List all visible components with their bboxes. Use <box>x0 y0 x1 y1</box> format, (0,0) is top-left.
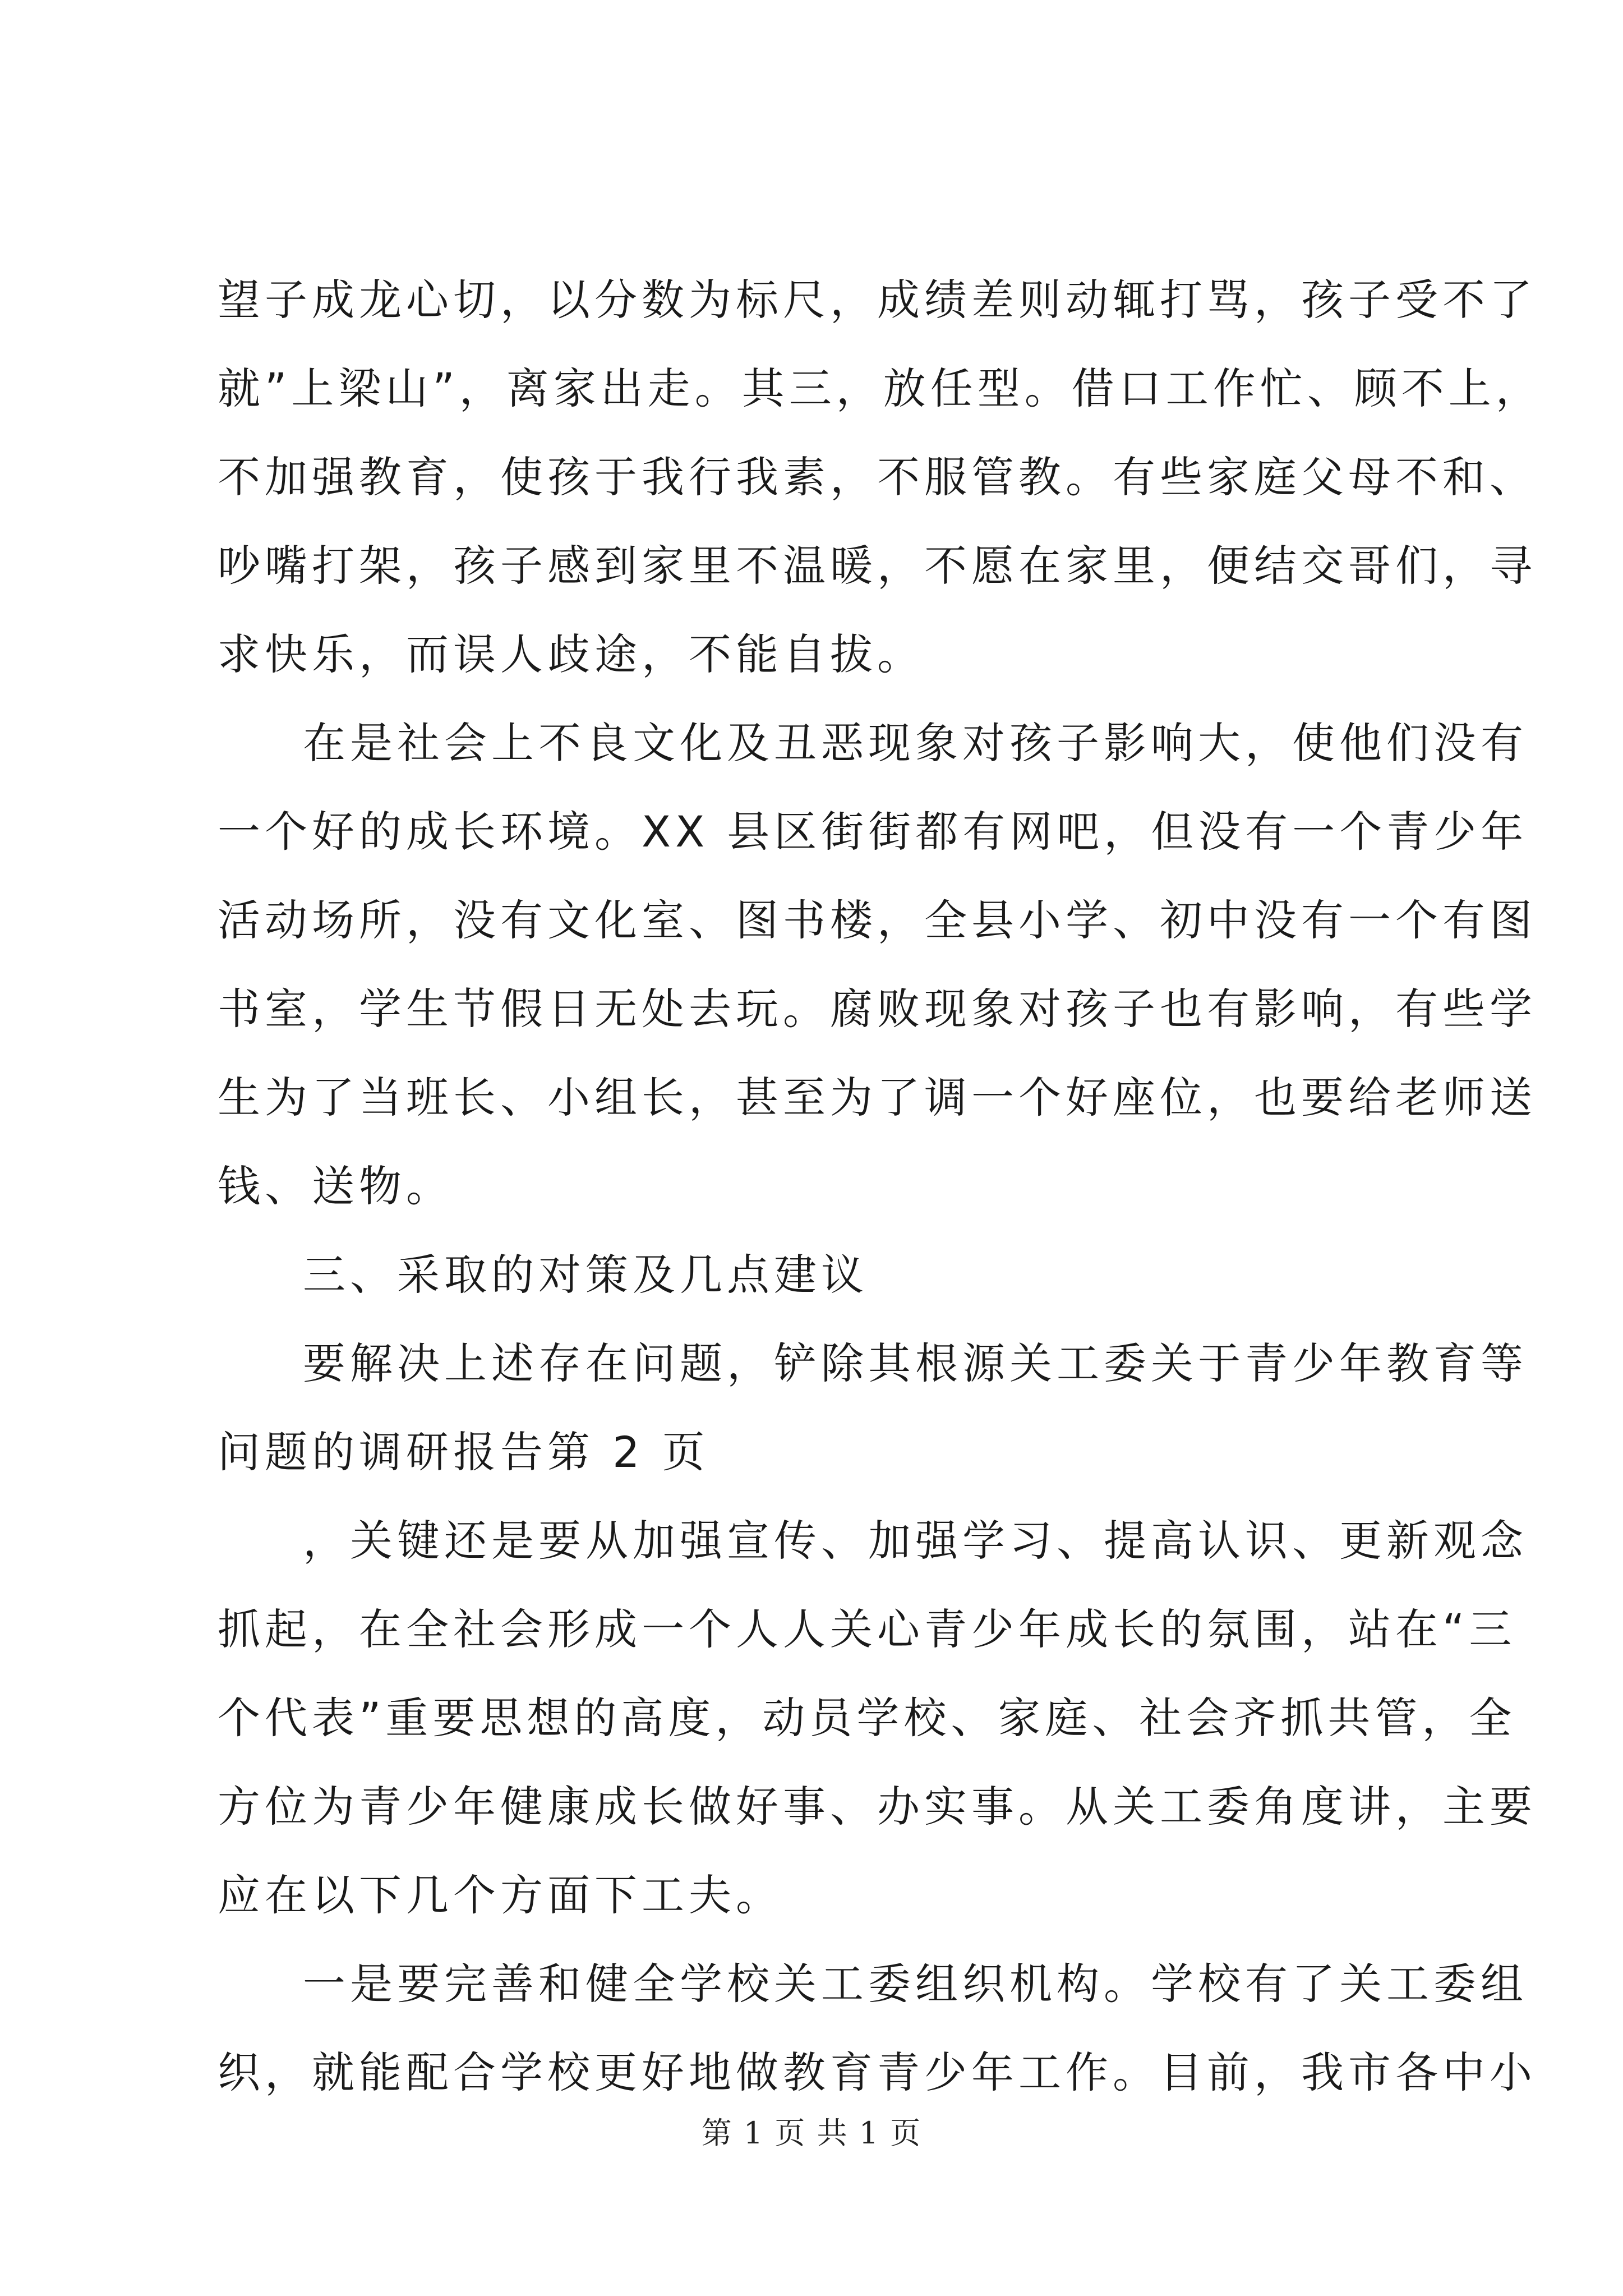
text-line: 活动场所，没有文化室、图书楼，全县小学、初中没有一个有图 <box>218 895 1537 945</box>
text-line: 要解决上述存在问题，铲除其根源关工委关于青少年教育等 <box>303 1338 1528 1388</box>
text-line: 求快乐，而误人歧途，不能自拔。 <box>218 629 924 679</box>
text-line: 应在以下几个方面下工夫。 <box>218 1870 783 1920</box>
page-footer: 第 1 页 共 1 页 <box>701 2115 922 2151</box>
text-line: 在是社会上不良文化及丑恶现象对孩子影响大，使他们没有 <box>303 718 1528 768</box>
text-line: 吵嘴打架，孩子感到家里不温暖，不愿在家里，便结交哥们，寻 <box>218 541 1537 591</box>
text-line: 个代表”重要思想的高度，动员学校、家庭、社会齐抓共管，全 <box>218 1693 1516 1743</box>
text-line: 抓起，在全社会形成一个人人关心青少年成长的氛围，站在“三 <box>218 1604 1516 1654</box>
text-line: 问题的调研报告第 2 页 <box>218 1427 709 1477</box>
text-line: 书室，学生节假日无处去玩。腐败现象对孩子也有影响，有些学 <box>218 984 1537 1034</box>
text-line: 望子成龙心切，以分数为标尺，成绩差则动辄打骂，孩子受不了 <box>218 275 1537 325</box>
paragraph <box>218 1940 1537 2117</box>
text-line: 就”上梁山”，离家出走。其三，放任型。借口工作忙、顾不上， <box>218 364 1543 413</box>
paragraph <box>218 1231 1418 1319</box>
text-line: 钱、送物。 <box>218 1161 453 1211</box>
paragraph <box>218 1497 1537 1940</box>
text-line: 织，就能配合学校更好地做教育青少年工作。目前，我市各中小 <box>218 2047 1537 2097</box>
paragraph <box>218 1319 1528 1497</box>
text-line: 三、采取的对策及几点建议 <box>303 1250 868 1300</box>
paragraph <box>218 256 1543 699</box>
paragraph <box>218 699 1537 1231</box>
text-line: 一个好的成长环境。XX 县区街街都有网吧，但没有一个青少年 <box>218 807 1528 857</box>
text-line: 不加强教育，使孩于我行我素，不服管教。有些家庭父母不和、 <box>218 452 1537 502</box>
text-line: 方位为青少年健康成长做好事、办实事。从关工委角度讲，主要 <box>218 1782 1537 1832</box>
text-line: 一是要完善和健全学校关工委组织机构。学校有了关工委组 <box>303 1959 1528 2009</box>
document-body <box>218 256 1543 2117</box>
text-line: ，关键还是要从加强宣传、加强学习、提高认识、更新观念 <box>303 1516 1528 1566</box>
text-line: 生为了当班长、小组长，甚至为了调一个好座位，也要给老师送 <box>218 1073 1537 1122</box>
